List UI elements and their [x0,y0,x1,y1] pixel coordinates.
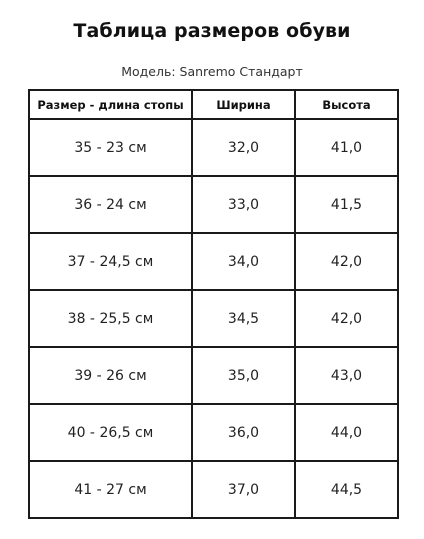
table-row [29,290,398,347]
cell-height: 41,5 [295,176,398,233]
cell-size-length: 39 - 26 см [29,347,192,404]
table-row [29,233,398,290]
table-row [29,347,398,404]
cell-size-length: 40 - 26,5 см [29,404,192,461]
cell-width: 33,0 [192,176,295,233]
header-size-length: Размер - длина стопы [29,90,192,119]
table-row [29,176,398,233]
cell-height: 41,0 [295,119,398,176]
cell-width: 36,0 [192,404,295,461]
cell-width: 34,0 [192,233,295,290]
cell-size-length: 41 - 27 см [29,461,192,518]
page-title: Таблица размеров обуви [73,20,351,42]
table-row [29,404,398,461]
table-header-row [29,90,398,119]
header-height: Высота [295,90,398,119]
table-row [29,119,398,176]
cell-height: 42,0 [295,290,398,347]
header-width: Ширина [192,90,295,119]
cell-height: 43,0 [295,347,398,404]
cell-size-length: 37 - 24,5 см [29,233,192,290]
model-subtitle: Модель: Sanremo Стандарт [121,64,303,79]
cell-size-length: 35 - 23 см [29,119,192,176]
table-row [29,461,398,518]
cell-size-length: 36 - 24 см [29,176,192,233]
cell-width: 34,5 [192,290,295,347]
size-table [28,89,399,519]
cell-width: 32,0 [192,119,295,176]
cell-height: 44,5 [295,461,398,518]
cell-width: 37,0 [192,461,295,518]
cell-size-length: 38 - 25,5 см [29,290,192,347]
cell-height: 42,0 [295,233,398,290]
cell-width: 35,0 [192,347,295,404]
cell-height: 44,0 [295,404,398,461]
